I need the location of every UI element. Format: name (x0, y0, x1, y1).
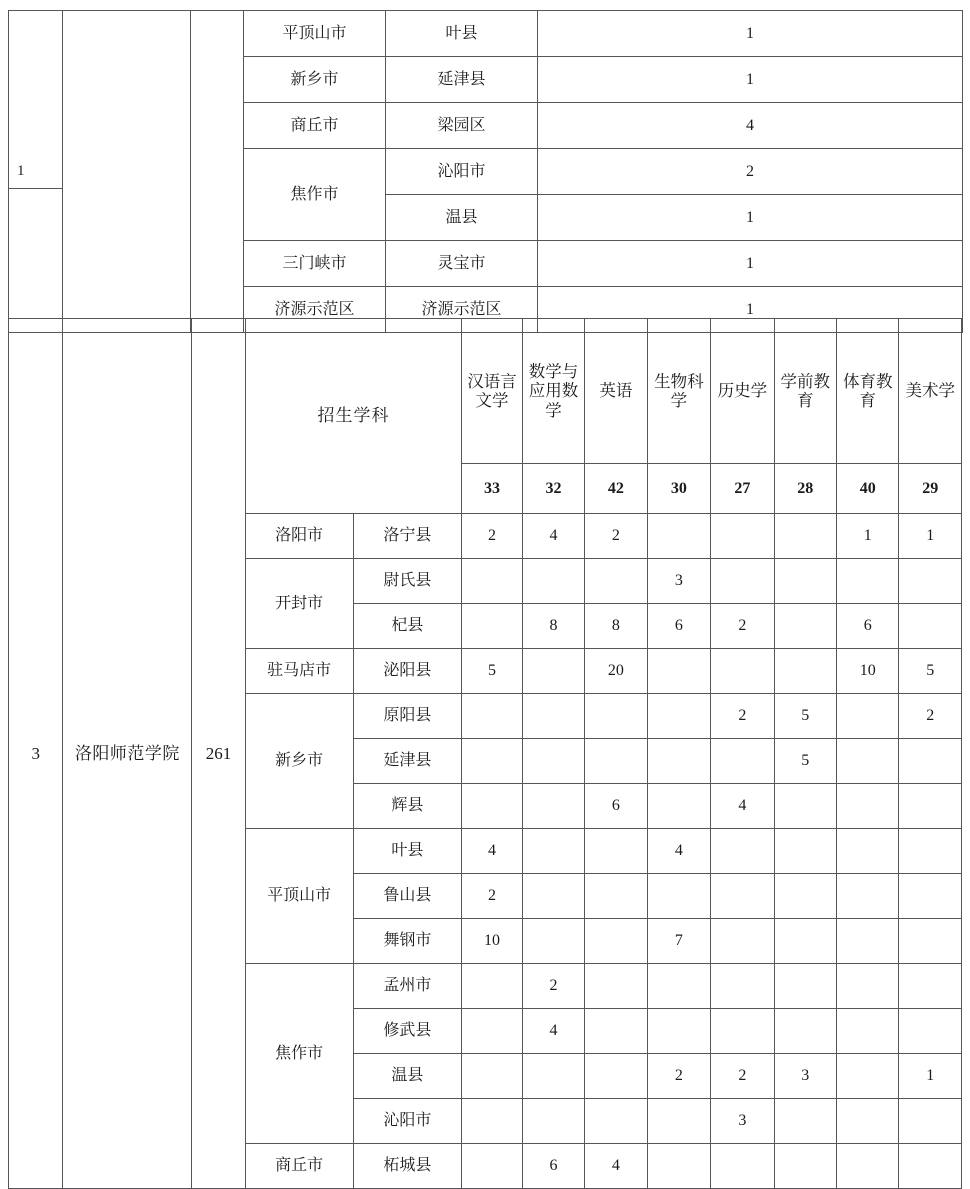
main-value-cell: 5 (462, 649, 522, 694)
main-value-cell: 3 (711, 1099, 774, 1144)
subject-count-cell: 30 (647, 464, 710, 514)
main-value-cell (647, 1099, 710, 1144)
main-value-cell (899, 874, 962, 919)
main-value-cell (462, 964, 522, 1009)
main-value-cell (899, 784, 962, 829)
main-value-cell (837, 829, 899, 874)
main-value-cell (585, 964, 647, 1009)
top-county-cell: 温县 (386, 195, 538, 241)
main-value-cell (585, 1009, 647, 1054)
top-value-cell: 4 (538, 103, 963, 149)
main-county-cell: 杞县 (353, 604, 462, 649)
main-value-cell (647, 1144, 710, 1189)
main-value-cell: 7 (647, 919, 710, 964)
main-value-cell (774, 514, 836, 559)
main-county-cell: 孟州市 (353, 964, 462, 1009)
main-value-cell: 3 (647, 559, 710, 604)
main-value-cell: 8 (522, 604, 584, 649)
main-value-cell: 4 (522, 514, 584, 559)
main-county-cell: 泌阳县 (353, 649, 462, 694)
main-value-cell (585, 559, 647, 604)
main-value-cell: 5 (899, 649, 962, 694)
main-value-cell (774, 919, 836, 964)
main-value-cell (837, 964, 899, 1009)
main-value-cell: 2 (585, 514, 647, 559)
main-value-cell (585, 874, 647, 919)
main-value-cell (522, 784, 584, 829)
main-value-cell (837, 739, 899, 784)
main-value-cell (899, 1009, 962, 1054)
main-county-cell: 柘城县 (353, 1144, 462, 1189)
main-value-cell (774, 1144, 836, 1189)
main-value-cell (522, 694, 584, 739)
main-value-cell (585, 829, 647, 874)
main-city-cell: 新乡市 (245, 694, 353, 829)
main-value-cell (585, 1054, 647, 1099)
main-value-cell (711, 1144, 774, 1189)
top-value-cell: 2 (538, 149, 963, 195)
main-value-cell (837, 1144, 899, 1189)
top-county-cell: 叶县 (386, 11, 538, 57)
main-value-cell (837, 559, 899, 604)
main-value-cell (774, 964, 836, 1009)
main-value-cell (711, 919, 774, 964)
main-county-cell: 叶县 (353, 829, 462, 874)
subject-header-cell: 体育教育 (837, 319, 899, 464)
main-value-cell (462, 739, 522, 784)
main-county-cell: 辉县 (353, 784, 462, 829)
subject-header-row (9, 319, 962, 464)
main-value-cell: 4 (647, 829, 710, 874)
main-value-cell: 2 (522, 964, 584, 1009)
main-value-cell: 2 (711, 604, 774, 649)
subject-header-cell: 美术学 (899, 319, 962, 464)
top-county-cell: 灵宝市 (386, 241, 538, 287)
main-value-cell (522, 829, 584, 874)
main-city-cell: 驻马店市 (245, 649, 353, 694)
subject-count-cell: 40 (837, 464, 899, 514)
main-value-cell: 2 (462, 874, 522, 919)
main-value-cell (899, 1144, 962, 1189)
main-value-cell (522, 739, 584, 784)
main-value-cell (522, 1054, 584, 1099)
main-value-cell (522, 874, 584, 919)
main-value-cell (462, 1099, 522, 1144)
main-value-cell: 2 (711, 1054, 774, 1099)
main-value-cell: 4 (522, 1009, 584, 1054)
main-value-cell (462, 1054, 522, 1099)
main-value-cell (647, 964, 710, 1009)
main-value-cell (774, 1009, 836, 1054)
main-value-cell (647, 739, 710, 784)
main-value-cell (711, 1009, 774, 1054)
main-value-cell (837, 694, 899, 739)
top-county-cell: 梁园区 (386, 103, 538, 149)
top-county-cell: 济源示范区 (386, 287, 538, 333)
main-value-cell: 8 (585, 604, 647, 649)
main-value-cell (647, 874, 710, 919)
main-city-cell: 开封市 (245, 559, 353, 649)
subject-count-cell: 33 (462, 464, 522, 514)
main-school-cell: 洛阳师范学院 (63, 319, 192, 1189)
main-city-cell: 焦作市 (245, 964, 353, 1144)
main-value-cell (774, 559, 836, 604)
main-value-cell: 4 (585, 1144, 647, 1189)
main-value-cell (585, 739, 647, 784)
top-value-cell: 1 (538, 241, 963, 287)
main-county-cell: 舞钢市 (353, 919, 462, 964)
main-county-cell: 原阳县 (353, 694, 462, 739)
subject-group-label: 招生学科 (245, 319, 462, 514)
main-value-cell: 2 (711, 694, 774, 739)
top-city-cell: 济源示范区 (244, 287, 386, 333)
subject-header-cell: 生物科学 (647, 319, 710, 464)
main-county-cell: 尉氏县 (353, 559, 462, 604)
main-county-cell: 鲁山县 (353, 874, 462, 919)
top-value-cell: 1 (538, 57, 963, 103)
main-value-cell (774, 1099, 836, 1144)
column-divider-tick (8, 188, 62, 189)
subject-header-cell: 历史学 (711, 319, 774, 464)
main-value-cell (899, 829, 962, 874)
main-value-cell (462, 784, 522, 829)
main-value-cell (647, 1009, 710, 1054)
main-value-cell: 2 (899, 694, 962, 739)
subject-count-cell: 28 (774, 464, 836, 514)
main-value-cell: 1 (837, 514, 899, 559)
main-value-cell (837, 1009, 899, 1054)
main-value-cell: 6 (585, 784, 647, 829)
main-value-cell (711, 514, 774, 559)
main-value-cell (899, 919, 962, 964)
main-value-cell (837, 1054, 899, 1099)
top-section-table (8, 10, 963, 333)
main-section-table (8, 318, 962, 1189)
main-value-cell (522, 559, 584, 604)
top-school-cell (63, 11, 191, 333)
main-value-cell: 3 (774, 1054, 836, 1099)
main-county-cell: 洛宁县 (353, 514, 462, 559)
main-value-cell (462, 1009, 522, 1054)
main-value-cell (647, 784, 710, 829)
main-county-cell: 修武县 (353, 1009, 462, 1054)
main-value-cell (837, 919, 899, 964)
subject-count-cell: 32 (522, 464, 584, 514)
main-value-cell: 1 (899, 1054, 962, 1099)
main-value-cell: 20 (585, 649, 647, 694)
main-value-cell (711, 964, 774, 1009)
main-value-cell: 6 (522, 1144, 584, 1189)
main-value-cell (774, 649, 836, 694)
main-value-cell (585, 694, 647, 739)
main-city-cell: 洛阳市 (245, 514, 353, 559)
subject-count-cell: 29 (899, 464, 962, 514)
main-value-cell (462, 559, 522, 604)
main-value-cell (585, 1099, 647, 1144)
top-seq-cell: 1 (9, 11, 63, 333)
main-value-cell (462, 1144, 522, 1189)
main-value-cell: 1 (899, 514, 962, 559)
main-value-cell (774, 829, 836, 874)
subject-header-cell: 英语 (585, 319, 647, 464)
subject-count-cell: 27 (711, 464, 774, 514)
top-county-cell: 延津县 (386, 57, 538, 103)
top-city-cell: 商丘市 (244, 103, 386, 149)
main-city-cell: 平顶山市 (245, 829, 353, 964)
main-seq-cell: 3 (9, 319, 63, 1189)
top-city-cell: 平顶山市 (244, 11, 386, 57)
main-value-cell (899, 604, 962, 649)
main-value-cell (462, 694, 522, 739)
subject-header-cell: 学前教育 (774, 319, 836, 464)
main-value-cell (711, 874, 774, 919)
main-value-cell: 10 (837, 649, 899, 694)
top-value-cell: 1 (538, 287, 963, 333)
top-city-cell: 三门峡市 (244, 241, 386, 287)
main-value-cell: 5 (774, 694, 836, 739)
main-value-cell (774, 604, 836, 649)
main-value-cell (522, 649, 584, 694)
main-value-cell (647, 649, 710, 694)
main-value-cell (774, 874, 836, 919)
table-row (9, 11, 963, 57)
main-value-cell: 6 (647, 604, 710, 649)
main-value-cell (711, 739, 774, 784)
main-value-cell (774, 784, 836, 829)
main-value-cell (647, 694, 710, 739)
main-value-cell: 2 (462, 514, 522, 559)
main-county-cell: 延津县 (353, 739, 462, 784)
main-value-cell (837, 1099, 899, 1144)
main-value-cell (522, 1099, 584, 1144)
subject-header-cell: 数学与应用数学 (522, 319, 584, 464)
main-value-cell (647, 514, 710, 559)
main-value-cell (837, 784, 899, 829)
main-value-cell (899, 559, 962, 604)
main-value-cell (899, 739, 962, 784)
main-value-cell: 10 (462, 919, 522, 964)
main-value-cell (462, 604, 522, 649)
main-value-cell (711, 829, 774, 874)
top-city-cell: 新乡市 (244, 57, 386, 103)
main-value-cell: 4 (462, 829, 522, 874)
main-value-cell (711, 649, 774, 694)
main-value-cell (711, 559, 774, 604)
main-value-cell: 6 (837, 604, 899, 649)
top-total-cell (191, 11, 244, 333)
main-value-cell (585, 919, 647, 964)
main-value-cell (837, 874, 899, 919)
top-value-cell: 1 (538, 11, 963, 57)
subject-header-cell: 汉语言文学 (462, 319, 522, 464)
main-value-cell (522, 919, 584, 964)
top-city-cell: 焦作市 (244, 149, 386, 241)
main-county-cell: 沁阳市 (353, 1099, 462, 1144)
main-value-cell: 2 (647, 1054, 710, 1099)
main-value-cell (899, 964, 962, 1009)
top-county-cell: 沁阳市 (386, 149, 538, 195)
main-value-cell (899, 1099, 962, 1144)
main-value-cell: 4 (711, 784, 774, 829)
main-value-cell: 5 (774, 739, 836, 784)
main-county-cell: 温县 (353, 1054, 462, 1099)
main-city-cell: 商丘市 (245, 1144, 353, 1189)
main-total-cell: 261 (192, 319, 245, 1189)
subject-count-cell: 42 (585, 464, 647, 514)
top-value-cell: 1 (538, 195, 963, 241)
